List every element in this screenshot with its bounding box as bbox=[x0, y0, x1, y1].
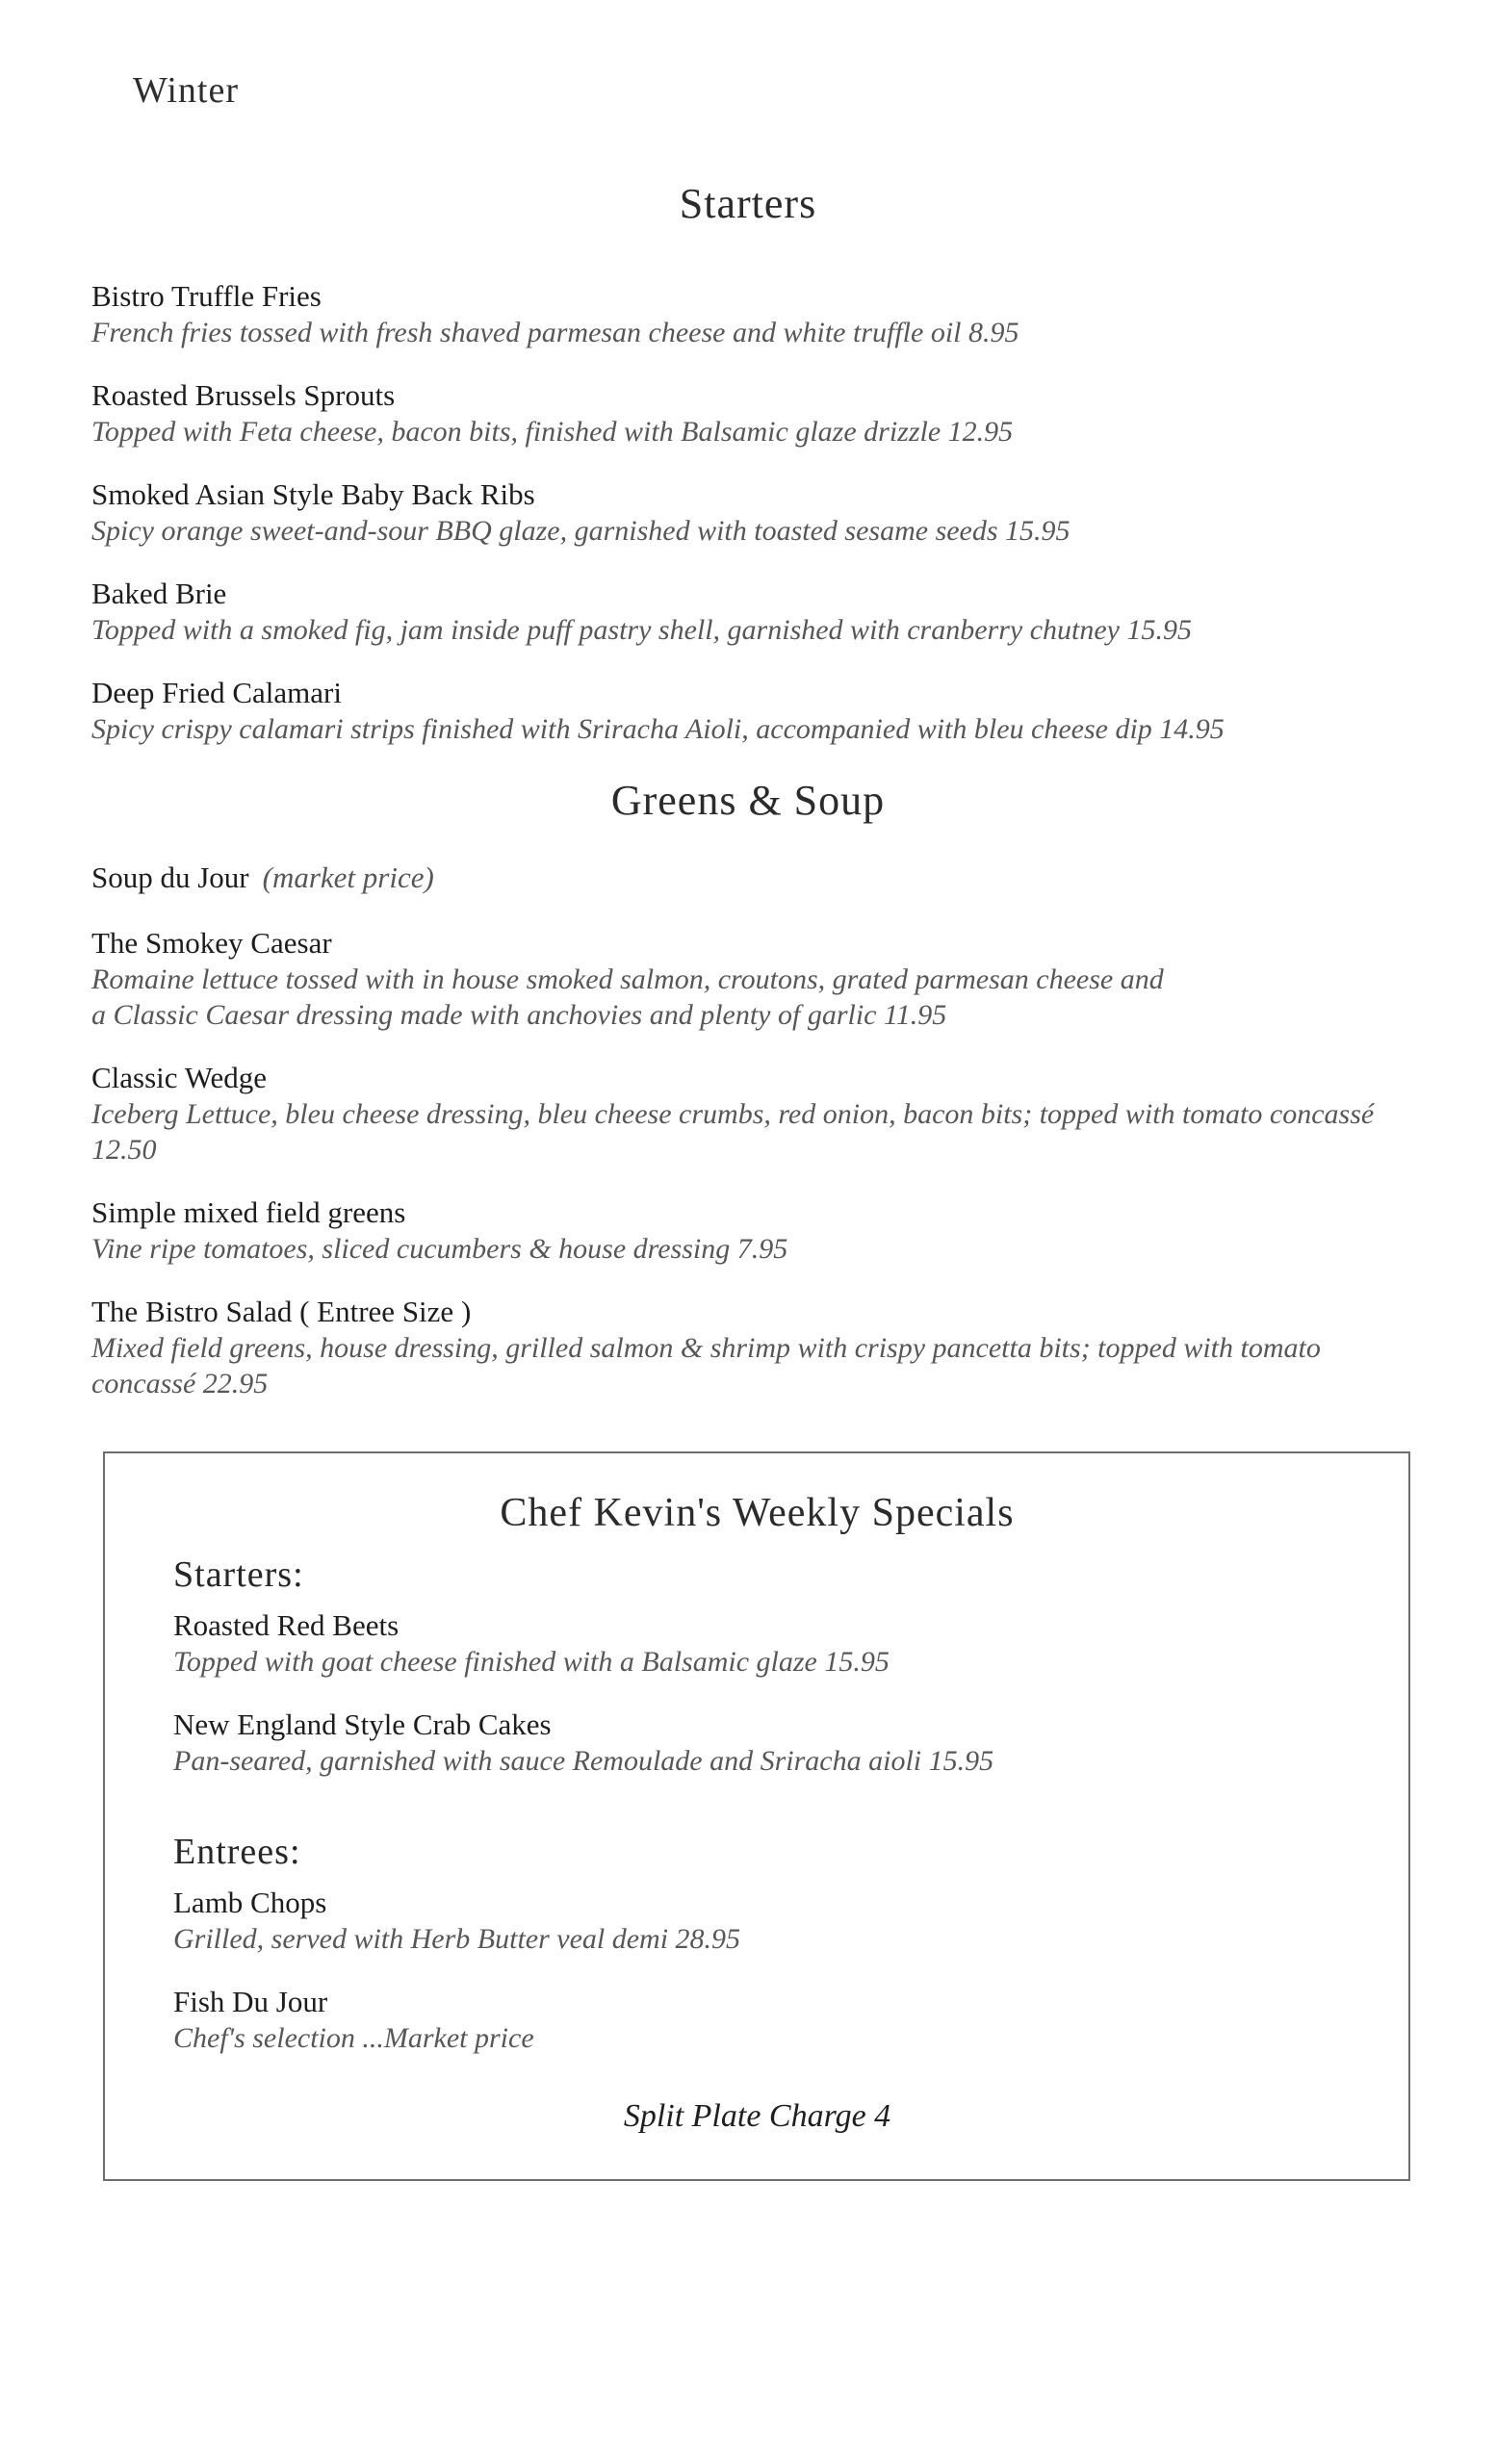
item-description: Chef's selection ...Market price bbox=[173, 2022, 534, 2054]
specials-title: Chef Kevin's Weekly Specials bbox=[500, 1491, 1015, 1535]
menu-item-bistro-salad bbox=[91, 1294, 1405, 1401]
weekly-specials-box bbox=[103, 1451, 1410, 2181]
menu-item-simple-mixed-field-greens bbox=[91, 1194, 1405, 1267]
item-name: Simple mixed field greens bbox=[91, 1195, 406, 1229]
specials-group-entrees-heading: Entrees: bbox=[173, 1832, 301, 1872]
item-name: The Smokey Caesar bbox=[91, 926, 332, 960]
menu-item-soup-du-jour bbox=[91, 860, 1405, 896]
item-name: Classic Wedge bbox=[91, 1061, 268, 1094]
menu-item-fish-du-jour bbox=[173, 1984, 1341, 2056]
item-description: Vine ripe tomatoes, sliced cucumbers & house dressing 7.95 bbox=[91, 1233, 788, 1265]
menu-item-lamb-chops bbox=[173, 1885, 1341, 1957]
item-description: Topped with a smoked fig, jam inside puff pastry shell, garnished with cranberry chutney 15.95 bbox=[91, 614, 1192, 646]
item-description: Topped with goat cheese finished with a Balsamic glaze 15.95 bbox=[173, 1646, 890, 1678]
menu-item-deep-fried-calamari bbox=[91, 675, 1405, 747]
split-plate-charge-note: Split Plate Charge 4 bbox=[623, 2098, 891, 2134]
item-description: French fries tossed with fresh shaved parmesan cheese and white truffle oil 8.95 bbox=[91, 317, 1019, 348]
menu-body bbox=[0, 179, 1496, 2181]
menu-item-bistro-truffle-fries bbox=[91, 278, 1405, 350]
item-name: Lamb Chops bbox=[173, 1886, 327, 1919]
item-description: Grilled, served with Herb Butter veal demi 28.95 bbox=[173, 1923, 741, 1955]
item-description: Pan-seared, garnished with sauce Remoulade and Sriracha aioli 15.95 bbox=[173, 1745, 994, 1777]
item-description: Topped with Feta cheese, bacon bits, finished with Balsamic glaze drizzle 12.95 bbox=[91, 416, 1014, 448]
item-name: Baked Brie bbox=[91, 577, 227, 610]
item-name bbox=[91, 860, 1405, 896]
menu-item-roasted-red-beets bbox=[173, 1607, 1341, 1680]
item-description: Iceberg Lettuce, bleu cheese dressing, bleu cheese crumbs, red onion, bacon bits; topped with tomato concassé 12.50 bbox=[91, 1098, 1375, 1166]
section-title-greens-soup: Greens & Soup bbox=[610, 777, 886, 824]
item-description-line2: a Classic Caesar dressing made with anchovies and plenty of garlic 11.95 bbox=[91, 999, 947, 1031]
menu-item-baked-brie bbox=[91, 576, 1405, 648]
item-description: Spicy crispy calamari strips finished with Sriracha Aioli, accompanied with bleu cheese dip 14.95 bbox=[91, 713, 1225, 745]
item-name: Roasted Brussels Sprouts bbox=[91, 378, 396, 412]
item-name: Smoked Asian Style Baby Back Ribs bbox=[91, 477, 535, 511]
item-name: The Bistro Salad ( Entree Size ) bbox=[91, 1295, 472, 1328]
item-name-text: Soup du Jour bbox=[91, 860, 249, 894]
item-name: Fish Du Jour bbox=[173, 1985, 328, 2018]
menu-item-classic-wedge bbox=[91, 1060, 1405, 1168]
item-name: Roasted Red Beets bbox=[173, 1608, 400, 1642]
item-name: Deep Fried Calamari bbox=[91, 676, 342, 709]
menu-item-new-england-crab-cakes bbox=[173, 1707, 1341, 1779]
item-name: Bistro Truffle Fries bbox=[91, 279, 322, 313]
menu-item-smoked-baby-back-ribs bbox=[91, 476, 1405, 549]
item-name: New England Style Crab Cakes bbox=[173, 1707, 552, 1741]
menu-item-smokey-caesar bbox=[91, 925, 1405, 1033]
specials-group-starters-heading: Starters: bbox=[173, 1554, 304, 1595]
item-description: Mixed field greens, house dressing, grilled salmon & shrimp with crispy pancetta bits; topped with tomato concassé 22.95 bbox=[91, 1332, 1321, 1399]
item-description: Spicy orange sweet-and-sour BBQ glaze, garnished with toasted sesame seeds 15.95 bbox=[91, 515, 1070, 547]
menu-item-roasted-brussels-sprouts bbox=[91, 377, 1405, 449]
season-label: Winter bbox=[133, 70, 239, 111]
section-title-starters: Starters bbox=[679, 180, 817, 227]
market-price-note: (market price) bbox=[262, 860, 434, 894]
item-description-line1: Romaine lettuce tossed with in house smoked salmon, croutons, grated parmesan cheese and bbox=[91, 963, 1164, 995]
